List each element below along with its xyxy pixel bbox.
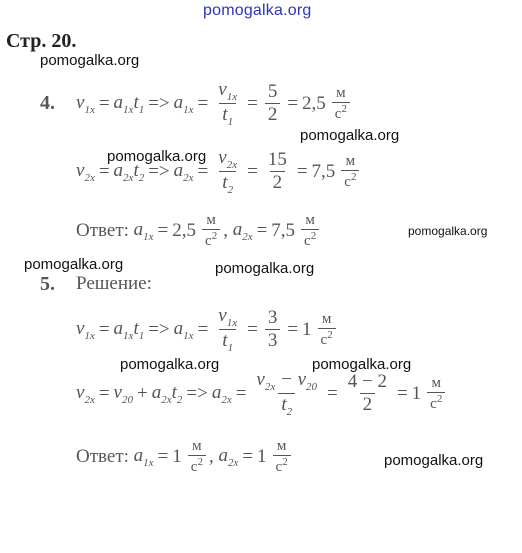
page-heading: Стр. 20. <box>6 30 77 52</box>
answer-p5: Ответ: $a_{1x}$ = 1 $\frac{м}{с^2}$ , $a_{2x}$ = 1 $\frac{м}{с^2}$ <box>76 438 294 476</box>
answer-p4: Ответ: $a_{1x}$ = 2,5 $\frac{м}{с^2}$ , $a_{2x}$ = 7,5 $\frac{м}{с^2}$ <box>76 212 322 250</box>
watermark: pomogalka.org <box>408 224 488 238</box>
watermark: pomogalka.org <box>24 256 124 273</box>
solution-label: Решение: <box>76 273 152 294</box>
equation-p4-2: $v_{2x}$ = $a_{2x}t_2$ => $a_{2x}$ = $\frac{v_{2x}}{t_2}$ = $\frac{15}{2}$ = 7,5 $\frac{м}{с^2}$ <box>76 148 362 196</box>
watermark: pomogalka.org <box>120 356 220 373</box>
watermark: pomogalka.org <box>40 52 140 69</box>
watermark: pomogalka.org <box>300 127 400 144</box>
equation-p4-1: $v_{1x}$ = $a_{1x}t_1$ => $a_{1x}$ = $\frac{v_{1x}}{t_1}$ = $\frac{5}{2}$ = 2,5 $\frac{м}{с^2}$ <box>76 80 353 128</box>
problem-number: 5. <box>40 273 55 295</box>
equation-p5-1: $v_{1x}$ = $a_{1x}t_1$ => $a_{1x}$ = $\frac{v_{1x}}{t_1}$ = $\frac{3}{3}$ = 1 $\frac{м}{с^2}$ <box>76 306 339 354</box>
watermark-top: pomogalka.org <box>203 2 312 19</box>
watermark: pomogalka.org <box>107 148 207 165</box>
watermark: pomogalka.org <box>215 260 315 277</box>
watermark: pomogalka.org <box>312 356 412 373</box>
equation-p5-2: $v_{2x}$ = $v_{20}$ + $a_{2x}t_2$ => $a_{2x}$ = $\frac{v_{2x} - v_{20}}{t_2}$ = $\frac{4 - 2}{2}$ = 1 $\frac{м}{с^2}$ <box>76 370 448 418</box>
watermark: pomogalka.org <box>384 452 484 469</box>
problem-number: 4. <box>40 92 55 114</box>
